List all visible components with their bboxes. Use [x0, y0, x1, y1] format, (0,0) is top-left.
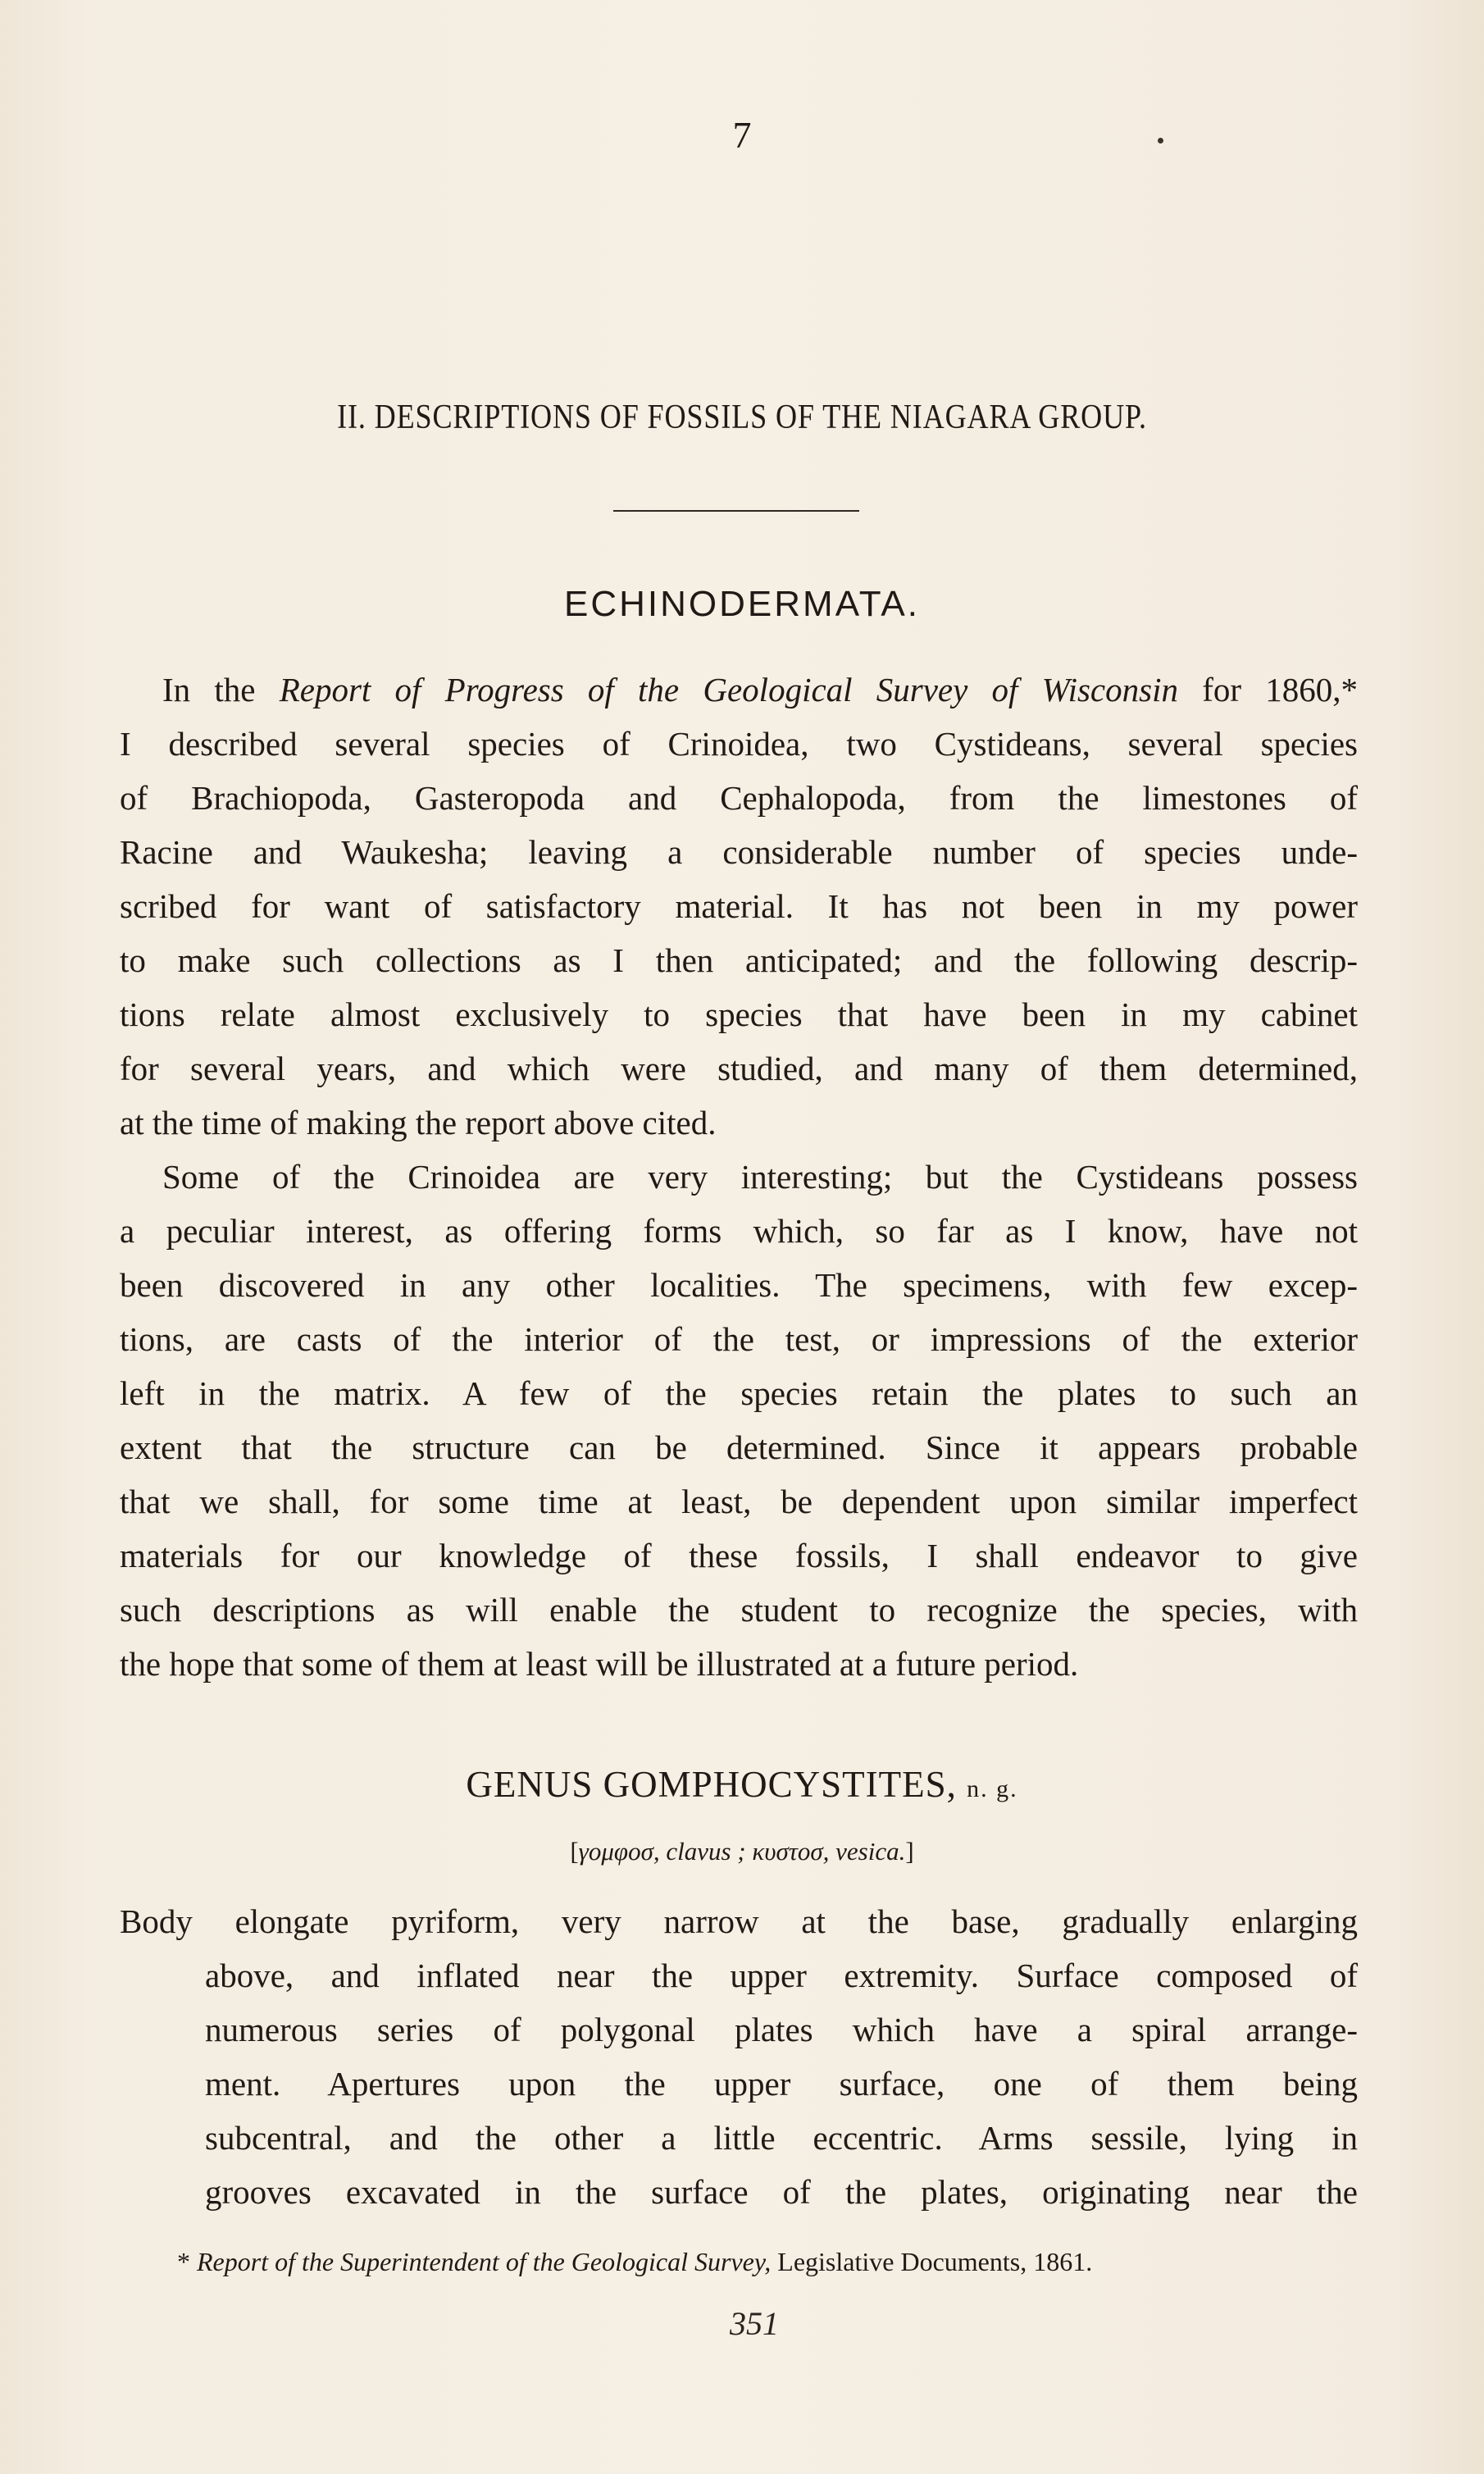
line-text: In the — [162, 671, 280, 708]
paragraph-2-line: left in the matrix. A few of the species retain the plates to such an — [120, 1374, 1358, 1412]
paragraph-1-line: tions relate almost exclusively to species that have been in my cabinet — [120, 996, 1358, 1033]
etymology-text: γομφοσ, clavus ; κυστοσ, vesica. — [578, 1837, 906, 1866]
description-line: grooves excavated in the surface of the plates, originating near the — [205, 2173, 1358, 2211]
etymology-open-bracket: [ — [570, 1837, 579, 1866]
paragraph-1-line: for several years, and which were studied, and many of them determined, — [120, 1050, 1358, 1087]
paragraph-1-line: scribed for want of satisfactory material. It has not been in my power — [120, 887, 1358, 925]
paragraph-1-line: at the time of making the report above cited. — [120, 1104, 717, 1141]
page-number: 7 — [732, 114, 752, 156]
handwritten-sheet-number: 351 — [730, 2305, 779, 2342]
genus-heading — [0, 1763, 1484, 1806]
paragraph-1-line: to make such collections as I then anticipated; and the following descrip- — [120, 941, 1358, 979]
paragraph-2-line: been discovered in any other localities. The specimens, with few excep- — [120, 1266, 1358, 1304]
description-line: subcentral, and the other a little eccentric. Arms sessile, lying in — [205, 2119, 1358, 2157]
footnote-title: Report of the Superintendent of the Geological Survey, — [197, 2247, 772, 2276]
description-line: numerous series of polygonal plates which have a spiral arrange- — [205, 2011, 1358, 2048]
line-text: for 1860,* — [1177, 671, 1358, 708]
genus-suffix: n. g. — [967, 1775, 1018, 1802]
footnote-marker: * — [177, 2247, 197, 2276]
footnote — [177, 2247, 1092, 2277]
paragraph-2-line: the hope that some of them at least will be illustrated at a future period. — [120, 1645, 1079, 1683]
genus-name: GENUS GOMPHOCYSTITES, — [466, 1764, 957, 1805]
paragraph-2-line: tions, are casts of the interior of the test, or impressions of the exterior — [120, 1320, 1358, 1358]
report-title: Report of Progress of the Geological Survey of Wisconsin — [279, 671, 1178, 708]
genus-description — [120, 1894, 1358, 2219]
paragraph-2-line: materials for our knowledge of these fossils, I shall endeavor to give — [120, 1537, 1358, 1574]
paragraph-2 — [120, 1150, 1358, 1691]
paragraph-1 — [120, 663, 1358, 1150]
paragraph-2-line: that we shall, for some time at least, be dependent upon similar imperfect — [120, 1483, 1358, 1520]
part-heading: II. DESCRIPTIONS OF FOSSILS OF THE NIAGARA GROUP. — [337, 399, 1147, 436]
paragraph-1-line — [120, 663, 1358, 717]
heading-divider — [613, 510, 859, 512]
paragraph-2-line: such descriptions as will enable the student to recognize the species, with — [120, 1591, 1358, 1629]
paragraph-2-line: Some of the Crinoidea are very interesting; but the Cystideans possess — [162, 1158, 1358, 1196]
etymology — [0, 1837, 1484, 1866]
etymology-close-bracket: ] — [905, 1837, 914, 1866]
description-line: above, and inflated near the upper extremity. Surface composed of — [205, 1957, 1358, 1994]
paragraph-1-line: Racine and Waukesha; leaving a considerable number of species unde- — [120, 833, 1358, 871]
paragraph-2-line: extent that the structure can be determined. Since it appears probable — [120, 1428, 1358, 1466]
footnote-text: Legislative Documents, 1861. — [771, 2247, 1093, 2276]
paragraph-1-line: of Brachiopoda, Gasteropoda and Cephalopoda, from the limestones of — [120, 779, 1358, 817]
description-line: ment. Apertures upon the upper surface, one of them being — [205, 2065, 1358, 2103]
paragraph-2-line: a peculiar interest, as offering forms which, so far as I know, have not — [120, 1212, 1358, 1250]
description-line: Body elongate pyriform, very narrow at the base, gradually enlarging — [120, 1902, 1358, 1940]
paragraph-1-line: I described several species of Crinoidea, two Cystideans, several species — [120, 725, 1358, 763]
ink-speck — [1158, 138, 1163, 144]
section-heading: ECHINODERMATA. — [564, 584, 920, 624]
